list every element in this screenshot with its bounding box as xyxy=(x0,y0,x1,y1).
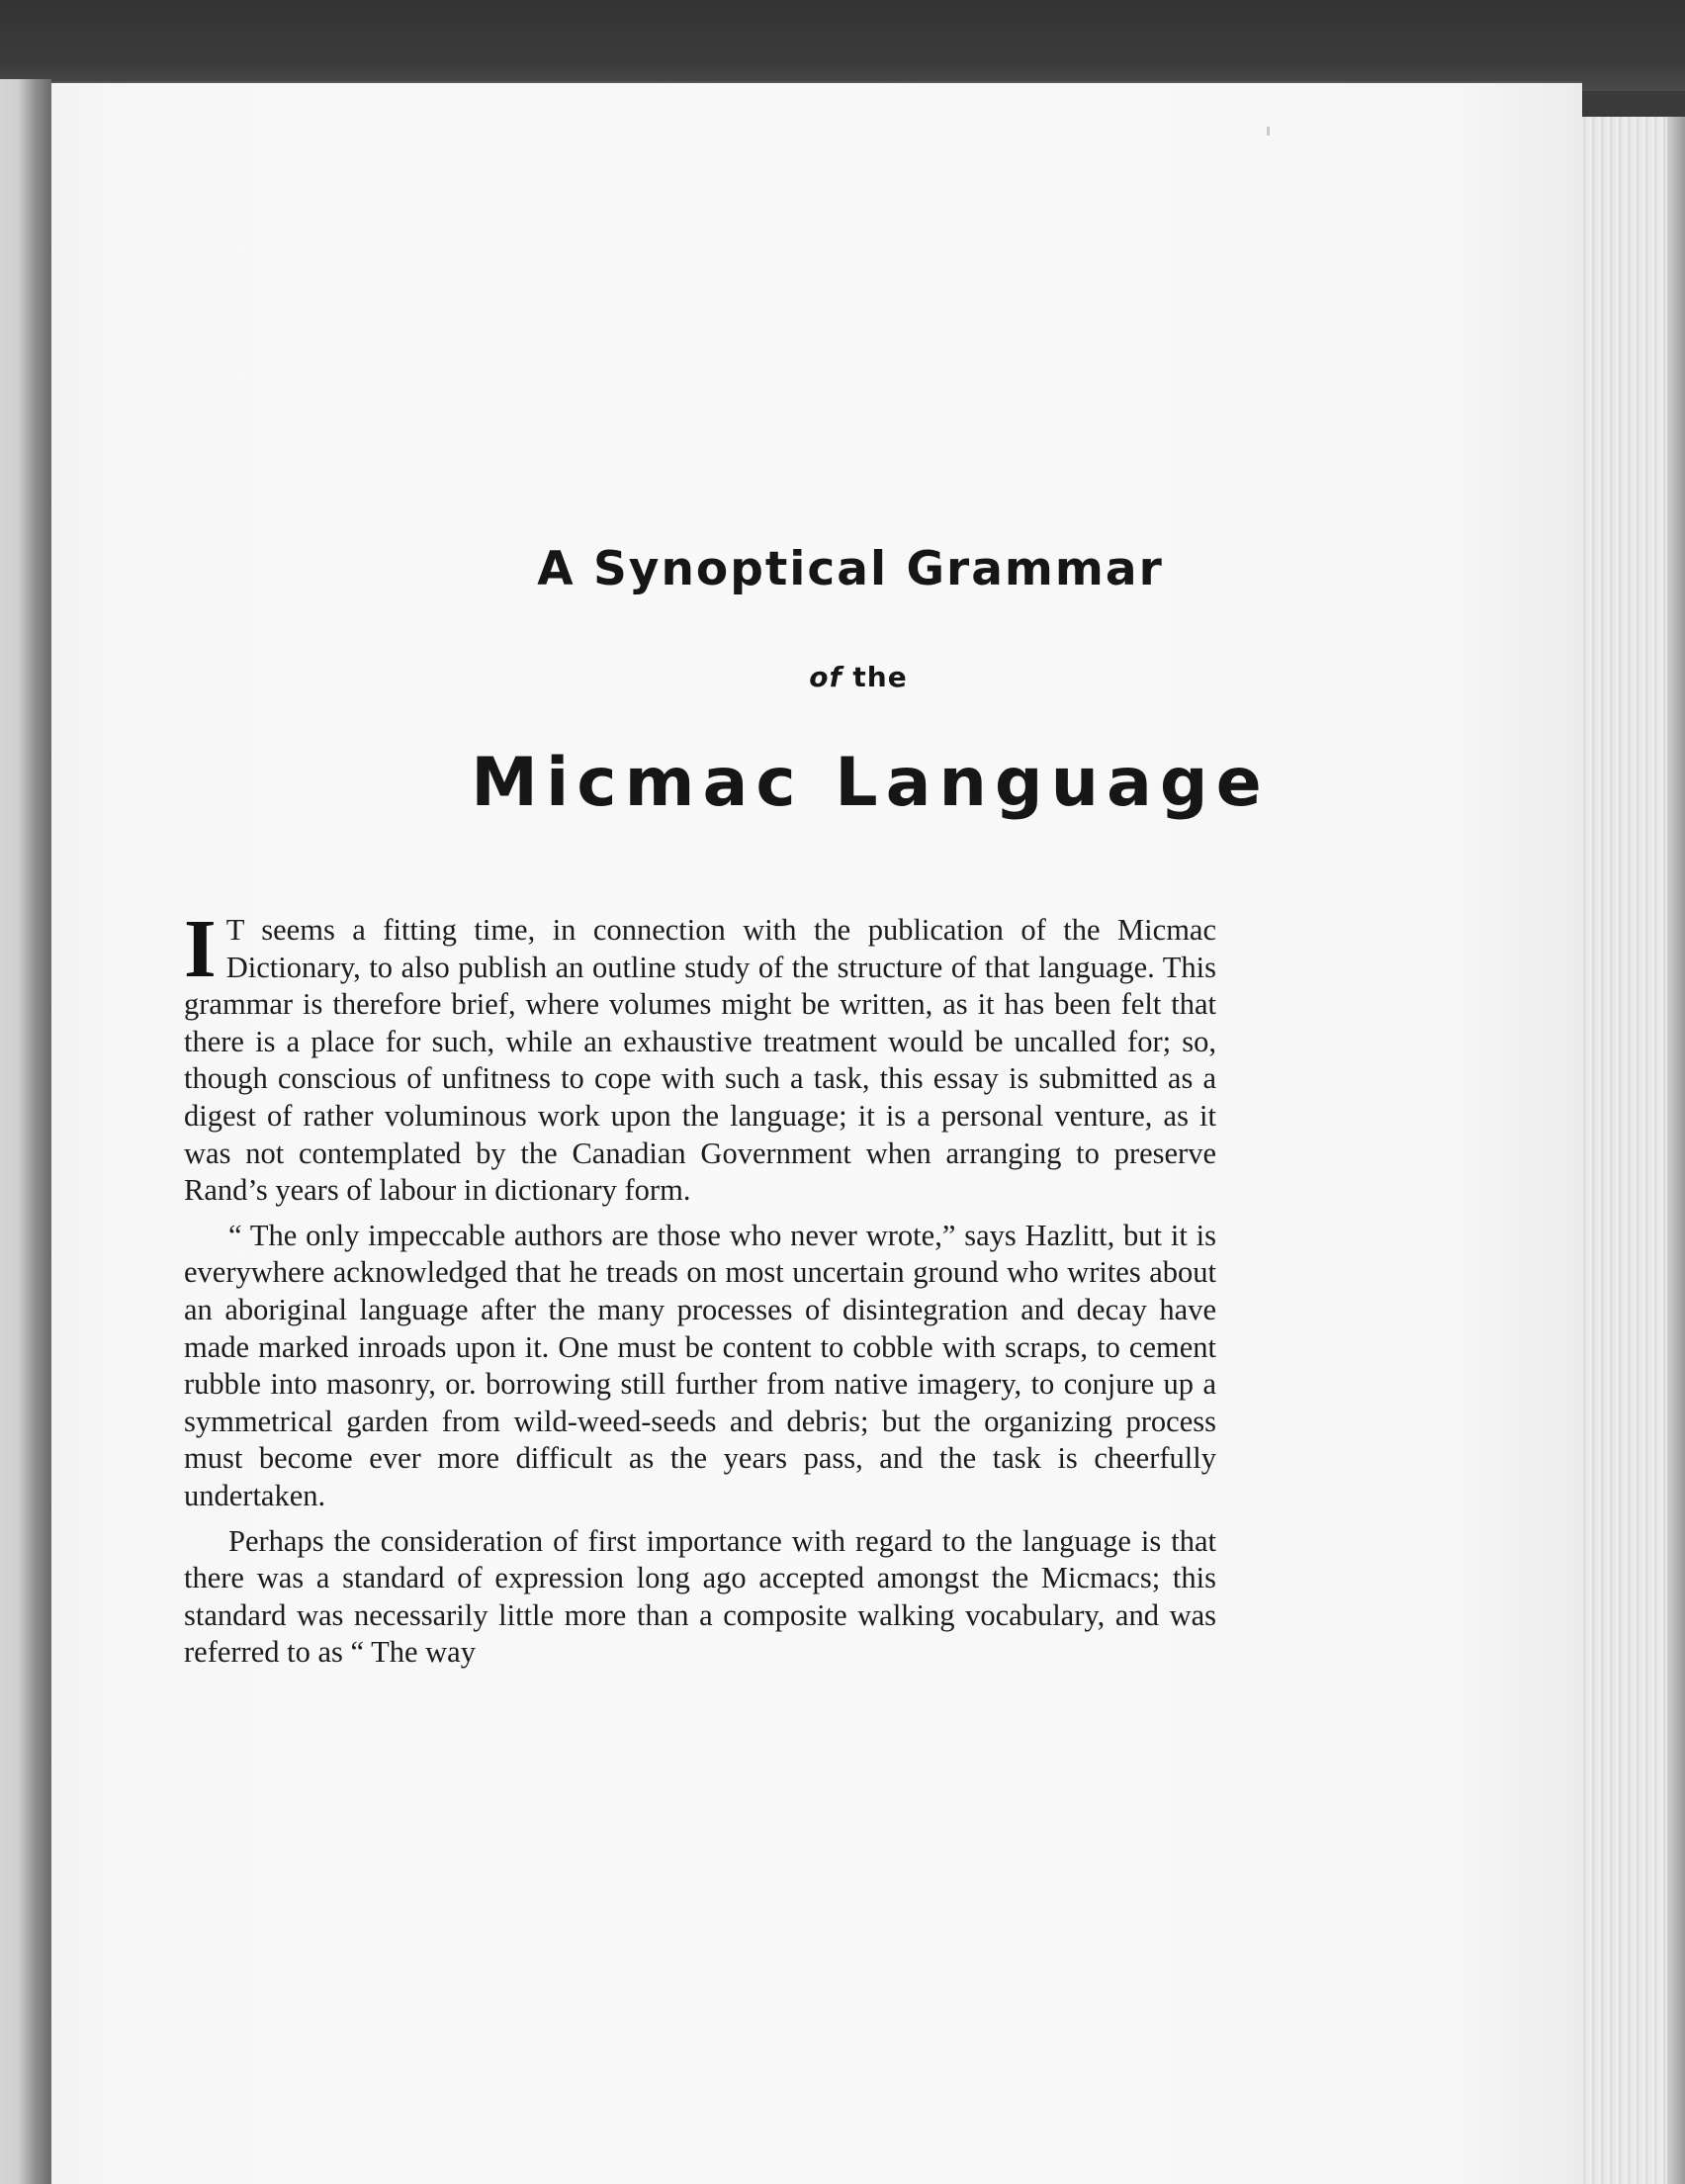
page-stack-shadow xyxy=(1667,117,1685,2184)
scan-background-top xyxy=(0,0,1685,91)
title-line-2 xyxy=(0,661,1685,693)
title-line-1: A Synoptical Grammar xyxy=(537,542,1164,596)
binding-gutter xyxy=(0,79,51,2184)
title-the: the xyxy=(852,661,908,693)
title-line-3: Micmac Language xyxy=(471,744,1270,822)
title-of: of xyxy=(809,661,842,693)
paragraph-1 xyxy=(184,903,1216,1210)
paragraph-2: “ The only impeccable authors are those who never wrote,” says Hazlitt, but it is everywhere acknowledged that he treads on most uncertain ground who writes about an aboriginal language after the many processes of disintegration and decay have made marked inroads upon it. One must be content to cobble with scraps, to cement rubble into masonry, or. borrowing still further from native imagery, to conjure up a symmetrical garden from wild-weed-seeds and debris; but the organizing process must become ever more difficult as the years pass, and the task is cheerfully undertaken. xyxy=(184,1218,1216,1512)
drop-cap: I xyxy=(184,903,217,995)
scan-speck xyxy=(1267,127,1270,136)
paragraph-3: Perhaps the consideration of first importance with regard to the language is that there was a standard of expression long ago accepted amongst the Micmacs; this standard was necessarily little more than a composite walking vocabulary, and was referred to as “ The way xyxy=(184,1523,1216,1670)
body-text xyxy=(184,903,1216,1672)
paragraph-1-text: T seems a fitting time, in connection with the publication of the Micmac Dictionary, to also publish an outline study of the structure of that language. This grammar is therefore brief, where volumes might be written, as it has been felt that there is a place for such, while an exhaustive treatment would be uncalled for; so, though conscious of unfitness to cope with such a task, this essay is submitted as a digest of rather voluminous work upon the language; it is a personal venture, as it was not contemplated by the Canadian Government when arranging to preserve Rand’s years of labour in dictionary form. xyxy=(184,913,1216,1208)
